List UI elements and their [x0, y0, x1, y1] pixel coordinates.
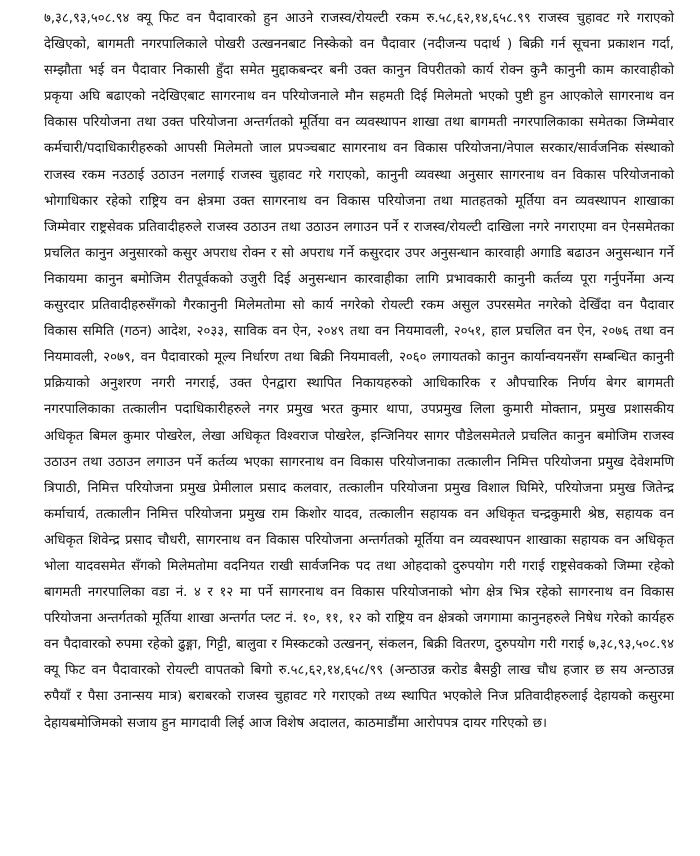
document-page [44, 6, 674, 852]
charge-sheet-paragraph: ७,३८,९३,५०८.९४ क्यू फिट वन पैदावारको हुन आउने राजस्व/रोयल्टी रकम रु.५८,६२,१४,६५८.९९ राजस्व चुहावट गरे गराएको देखिएको, बागमती नगरपालिकाले पोखरी उत्खननबाट निस्केको वन पैदावार (नदीजन्य पदार्थ ) बिक्री गर्न सूचना प्रकाशन गर्दा, सम्झौता भई वन पैदावार निकासी हुँदा समेत मुद्दाकबन्दर बनी उक्त कानुन विपरीतको कार्य रोक्न कुनै कानुनी काम कारवाहीको प्रकृया अघि बढाएको नदेखिएबाट सागरनाथ वन परियोजनाले मौन सहमती दिई मिलेमतो भएको पुष्टी हुन आएकोले सागरनाथ वन विकास परियोजना तथा उक्त परियोजना अन्तर्गतको मूर्तिया वन व्यवस्थापन शाखा तथा बागमती नगरपालिकाका समेतका जिम्मेवार कर्मचारी/पदाधिकारीहरुको आपसी मिलेमतो जाल प्रपञ्चबाट सागरनाथ वन विकास परियोजना/नेपाल सरकार/सार्वजनिक संस्थाको राजस्व रकम नउठाई उठाउन नलगाई राजस्व चुहावट गरे गराएको, कानुनी व्यवस्था अनुसार सागरनाथ वन विकास परियोजनाको भोगाधिकार रहेको राष्ट्रिय वन क्षेत्रमा उक्त सागरनाथ वन विकास परियोजना तथा मातहतको मूर्तिया वन व्यवस्थापन शाखाका जिम्मेवार राष्ट्रसेवक प्रतिवादीहरुले राजस्व उठाउन तथा उठाउन लगाउन पर्ने र राजस्व/रोयल्टी दाखिला नगरे नगराएमा वन ऐनसमेतका प्रचलित कानुन अनुसारको कसुर अपराध रोक्न र सो अपराध गर्ने कसुरदार उपर अनुसन्धान कारवाही अगाडि बढाउन अनुसन्धान गर्ने निकायमा कानुन बमोजिम रीतपूर्वकको उजुरी दिई अनुसन्धान कारवाहीका लागि प्रभावकारी कानुनी कर्तव्य पूरा गर्नुपर्नेमा अन्य कसुरदार प्रतिवादीहरुसँगको गैरकानुनी मिलेमतोमा सो कार्य नगरेको रोयल्टी रकम असुल उपरसमेत नगरेको देखिँदा वन पैदावार विकास समिति (गठन) आदेश, २०३३, साविक वन ऐन, २०४९ तथा वन नियमावली, २०५१, हाल प्रचलित वन ऐन, २०७६ तथा वन नियमावली, २०७९, वन पैदावारको मूल्य निर्धारण तथा बिक्री नियमावली, २०६० लगायतको कानुन कार्यान्वयनसँग सम्बन्धित कानुनी प्रक्रियाको अनुशरण नगरी नगराई, उक्त ऐनद्वारा स्थापित निकायहरुको आधिकारिक र औपचारिक निर्णय बेगर बागमती नगरपालिकाका तत्कालीन पदाधिकारीहरुले नगर प्रमुख भरत कुमार थापा, उपप्रमुख लिला कुमारी मोक्तान, प्रमुख प्रशासकीय अधिकृत बिमल कुमार पोखरेल, लेखा अधिकृत विश्वराज पोखरेल, इन्जिनियर सागर पौडेलसमेतले प्रचलित कानुन बमोजिम राजस्व उठाउन तथा उठाउन लगाउन पर्ने कर्तव्य भएका सागरनाथ वन विकास परियोजनाका तत्कालीन निमित्त परियोजना प्रमुख देवेशमणि त्रिपाठी, निमित्त परियोजना प्रमुख प्रेमीलाल प्रसाद कलवार, तत्कालीन परियोजना प्रमुख विशाल घिमिरे, परियोजना प्रमुख जितेन्द्र कर्माचार्य, तत्कालीन निमित्त परियोजना प्रमुख राम किशोर यादव, तत्कालीन सहायक वन अधिकृत चन्द्रकुमारी श्रेष्ठ, सहायक वन अधिकृत शिवेन्द्र प्रसाद चौधरी, सागरनाथ वन विकास परियोजना अन्तर्गतको मूर्तिया वन व्यवस्थापन शाखाका सहायक वन अधिकृत भोला यादवसमेत सँगको मिलेमतोमा वदनियत राखी सार्वजनिक पद तथा ओहदाको दुरुपयोग गरी गराई राष्ट्रसेवकको जिम्मा रहेको बागमती नगरपालिका वडा नं. ४ र १२ मा पर्ने सागरनाथ वन विकास परियोजनाको भोग क्षेत्र भित्र रहेको सागरनाथ वन विकास परियोजना अन्तर्गतको मूर्तिया शाखा अन्तर्गत प्लट नं. १०, ११, १२ को राष्ट्रिय वन क्षेत्रको जगगामा कानुनहरुले निषेध गरेको कार्यहरु वन पैदावारको रुपमा रहेको ढुङ्गा, गिट्टी, बालुवा र मिस्कटको उत्खनन्, संकलन, बिक्री वितरण, दुरुपयोग गरी गराई ७,३८,९३,५०८.९४ क्यू फिट वन पैदावारको रोयल्टी वापतको बिगो रु.५८,६२,१४,६५८/९९ (अन्ठाउन्न करोड बैसठ्ठी लाख चौध हजार छ सय अन्ठाउन्न रुपैयाँ र पैसा उनान्सय मात्र) बराबरको राजस्व चुहावट गरे गराएको तथ्य स्थापित भएकोले निज प्रतिवादीहरुलाई देहायको कसुरमा देहायबमोजिमको सजाय हुन मागदावी लिई आज विशेष अदालत, काठमाडौंमा आरोपपत्र दायर गरिएको छ। [44, 11, 674, 731]
